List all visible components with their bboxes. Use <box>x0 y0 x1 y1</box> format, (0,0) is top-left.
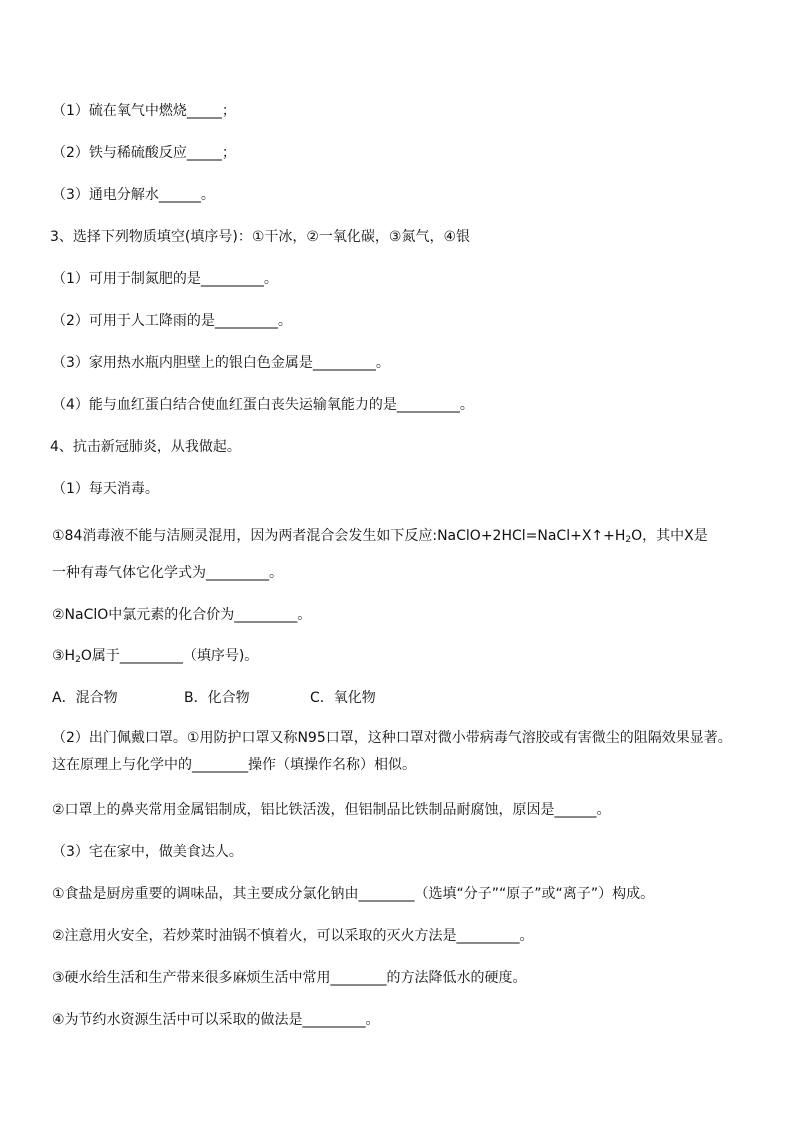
q4-1c-text: ③H <box>52 648 76 664</box>
q4-3b: ②注意用火安全，若炒菜时油锅不慎着火，可以采取的灭火方法是_________。 <box>52 928 534 944</box>
q2-item-2: （2）铁与稀硫酸反应_____； <box>52 145 236 161</box>
q4-sub-1: （1）每天消毒。 <box>52 481 159 497</box>
q3-item-2: （2）可用于人工降雨的是_________。 <box>52 313 292 329</box>
q4-1a-continuation: 一种有毒气体它化学式为_________。 <box>52 565 283 581</box>
q3-item-4: （4）能与血红蛋白结合使血红蛋白丧失运输氧能力的是_________。 <box>52 397 474 413</box>
q4-1b: ②NaClO中氯元素的化合价为_________。 <box>52 607 312 623</box>
option-c: C．氧化物 <box>310 690 376 706</box>
q4-3c: ③硬水给生活和生产带来很多麻烦生活中常用________的方法降低水的硬度。 <box>52 970 527 986</box>
subscript: 2 <box>75 655 81 665</box>
q4-3d: ④为节约水资源生活中可以采取的做法是_________。 <box>52 1012 380 1028</box>
q4-stem: 4、抗击新冠肺炎，从我做起。 <box>50 439 241 455</box>
q4-1a-text: ①84消毒液不能与洁厕灵混用，因为两者混合会发生如下反应:NaClO+2HCl=NaCl+X↑+H <box>52 528 626 544</box>
q2-item-1: （1）硫在氧气中燃烧_____； <box>52 103 236 119</box>
q4-1a-line <box>52 526 708 550</box>
q4-1a-text-end: O，其中X是 <box>631 528 708 544</box>
option-b: B．化合物 <box>184 690 250 706</box>
q4-sub-2: （2）出门佩戴口罩。①用防护口罩又称N95口罩，这种口罩对微小带病毒气溶胶或有害微尘的阻隔效果显著。这在原理上与化学中的________操作（填操作名称）相似。 <box>52 730 732 773</box>
q3-stem: 3、选择下列物质填空(填序号)：①干冰，②一氧化碳，③氮气，④银 <box>50 229 471 245</box>
q4-sub-3: （3）宅在家中，做美食达人。 <box>52 844 243 860</box>
option-a: A．混合物 <box>52 690 118 706</box>
q4-2b: ②口罩上的鼻夹常用金属铝制成，铝比铁活泼，但铝制品比铁制品耐腐蚀，原因是______。 <box>52 802 611 818</box>
q4-1c-line <box>52 646 258 670</box>
q4-1c-text-end: O属于_________（填序号)。 <box>80 648 259 664</box>
subscript: 2 <box>625 535 632 545</box>
q2-item-3: （3）通电分解水______。 <box>52 187 215 203</box>
q3-item-3: （3）家用热水瓶内胆壁上的银白色金属是_________。 <box>52 355 390 371</box>
q3-item-1: （1）可用于制氮肥的是_________。 <box>52 271 278 287</box>
q4-3a: ①食盐是厨房重要的调味品，其主要成分氯化钠由________（选填“分子”“原子”或“离子”）构成。 <box>52 886 655 902</box>
